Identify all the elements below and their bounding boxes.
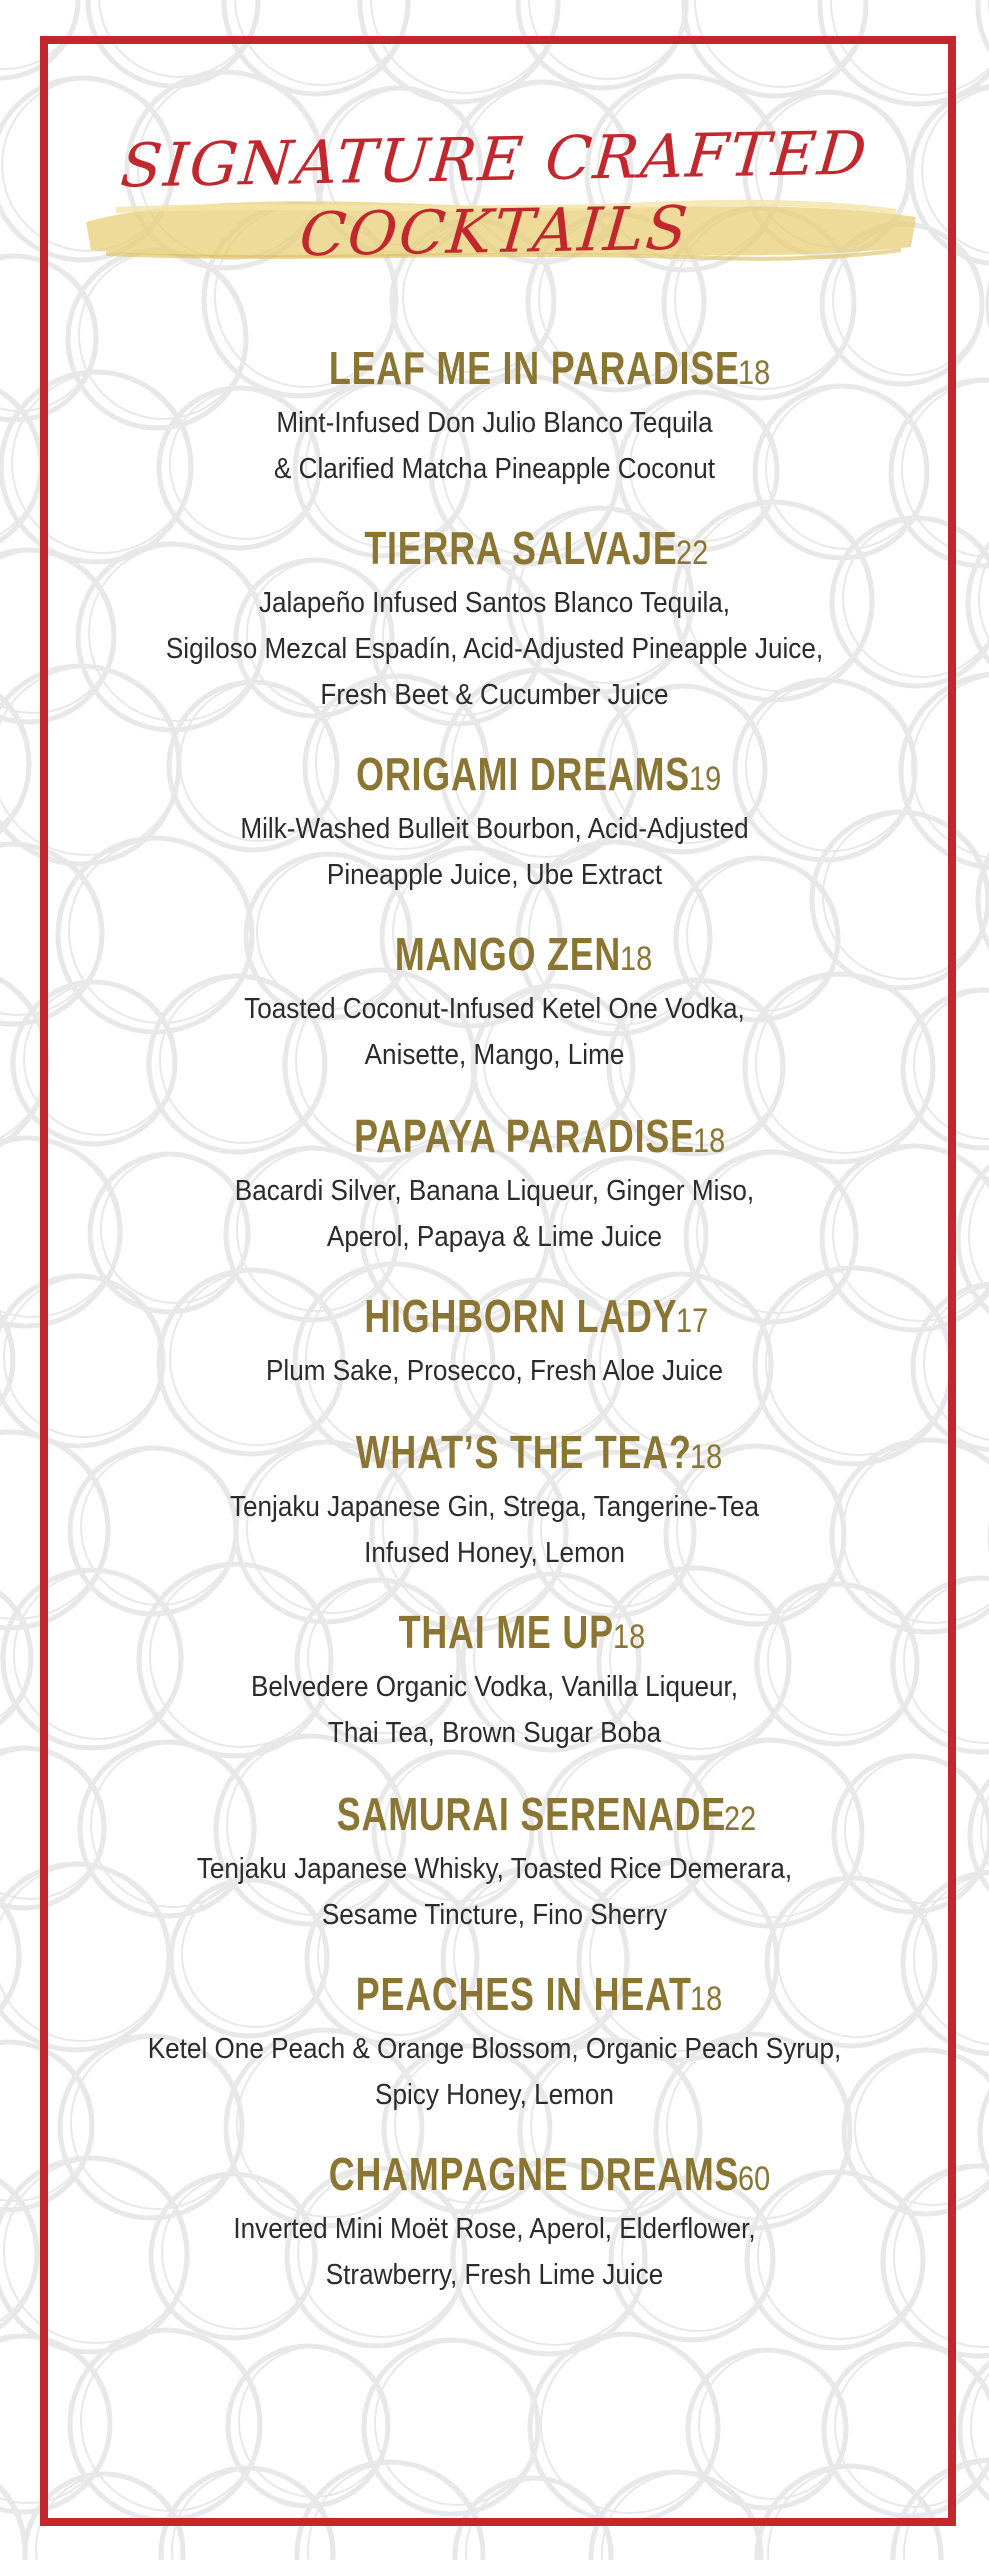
menu-item-highborn-lady bbox=[0, 1284, 989, 1394]
item-description-line: Inverted Mini Moët Rose, Aperol, Elderflower, bbox=[233, 2213, 756, 2245]
item-description-line: Toasted Coconut-Infused Ketel One Vodka, bbox=[244, 993, 745, 1025]
item-description-line: Sesame Tincture, Fino Sherry bbox=[321, 1899, 668, 1931]
item-description-line: Ketel One Peach & Orange Blossom, Organic Peach Syrup, bbox=[147, 2033, 842, 2065]
item-description-line: Strawberry, Fresh Lime Juice bbox=[325, 2259, 664, 2291]
menu-item-mango-zen bbox=[0, 922, 989, 1078]
item-name: MANGO ZEN bbox=[395, 928, 622, 980]
item-name: LEAF ME IN PARADISE bbox=[328, 342, 740, 394]
item-description-line: Bacardi Silver, Banana Liqueur, Ginger Miso, bbox=[234, 1175, 755, 1207]
item-description-line: Anisette, Mango, Lime bbox=[364, 1039, 625, 1071]
menu-item-champagne-dreams bbox=[0, 2142, 989, 2298]
menu-item-leaf-me-in-paradise bbox=[0, 336, 989, 492]
menu-title bbox=[0, 88, 989, 318]
item-description-line: Mint-Infused Don Julio Blanco Tequila bbox=[276, 407, 713, 439]
title-line-1: SIGNATURE CRAFTED bbox=[117, 118, 872, 202]
item-price: 60 bbox=[737, 2160, 771, 2198]
item-price: 22 bbox=[724, 1800, 757, 1838]
item-price: 18 bbox=[738, 354, 771, 392]
item-price: 18 bbox=[693, 1122, 726, 1160]
item-name: WHAT’S THE TEA? bbox=[355, 1426, 692, 1478]
item-name: SAMURAI SERENADE bbox=[336, 1788, 726, 1840]
item-price: 18 bbox=[619, 940, 653, 978]
item-price: 18 bbox=[690, 1438, 723, 1476]
item-name: PEACHES IN HEAT bbox=[355, 1968, 692, 2020]
item-description-line: Tenjaku Japanese Gin, Strega, Tangerine-Tea bbox=[229, 1491, 760, 1523]
item-name: TIERRA SALVAJE bbox=[363, 522, 678, 574]
item-price: 18 bbox=[690, 1980, 723, 2018]
item-description-line: Plum Sake, Prosecco, Fresh Aloe Juice bbox=[266, 1355, 723, 1387]
menu-item-papaya-paradise bbox=[0, 1104, 989, 1260]
menu-item-origami-dreams bbox=[0, 742, 989, 898]
item-name: ORIGAMI DREAMS bbox=[356, 748, 691, 800]
menu-item-samurai-serenade bbox=[0, 1782, 989, 1938]
item-description-line: Tenjaku Japanese Whisky, Toasted Rice Demerara, bbox=[196, 1853, 793, 1885]
item-description-line: Belvedere Organic Vodka, Vanilla Liqueur, bbox=[250, 1671, 739, 1703]
item-price: 17 bbox=[675, 1302, 708, 1340]
menu-item-whats-the-tea bbox=[0, 1420, 989, 1576]
item-description-line: Pineapple Juice, Ube Extract bbox=[326, 859, 663, 891]
item-description-line: Infused Honey, Lemon bbox=[364, 1537, 625, 1569]
item-description-line: Aperol, Papaya & Lime Juice bbox=[326, 1221, 663, 1253]
item-name: THAI ME UP bbox=[399, 1606, 615, 1658]
title-line-2: COCKTAILS bbox=[296, 193, 693, 271]
item-name: CHAMPAGNE DREAMS bbox=[329, 2148, 740, 2200]
menu-item-tierra-salvaje bbox=[0, 516, 989, 718]
item-description-line: & Clarified Matcha Pineapple Coconut bbox=[273, 453, 716, 485]
item-price: 18 bbox=[612, 1618, 645, 1656]
menu-item-thai-me-up bbox=[0, 1600, 989, 1756]
item-description-line: Spicy Honey, Lemon bbox=[375, 2079, 614, 2111]
item-name: HIGHBORN LADY bbox=[363, 1290, 678, 1342]
item-price: 19 bbox=[688, 760, 721, 798]
item-name: PAPAYA PARADISE bbox=[354, 1110, 695, 1162]
item-description-line: Milk-Washed Bulleit Bourbon, Acid-Adjusted bbox=[240, 813, 749, 845]
item-description-line: Fresh Beet & Cucumber Juice bbox=[320, 679, 669, 711]
item-description-line: Jalapeño Infused Santos Blanco Tequila, bbox=[258, 587, 731, 619]
item-price: 22 bbox=[675, 534, 708, 572]
item-description-line: Sigiloso Mezcal Espadín, Acid-Adjusted Pineapple Juice, bbox=[165, 633, 824, 665]
menu-item-peaches-in-heat bbox=[0, 1962, 989, 2118]
item-description-line: Thai Tea, Brown Sugar Boba bbox=[327, 1717, 662, 1749]
